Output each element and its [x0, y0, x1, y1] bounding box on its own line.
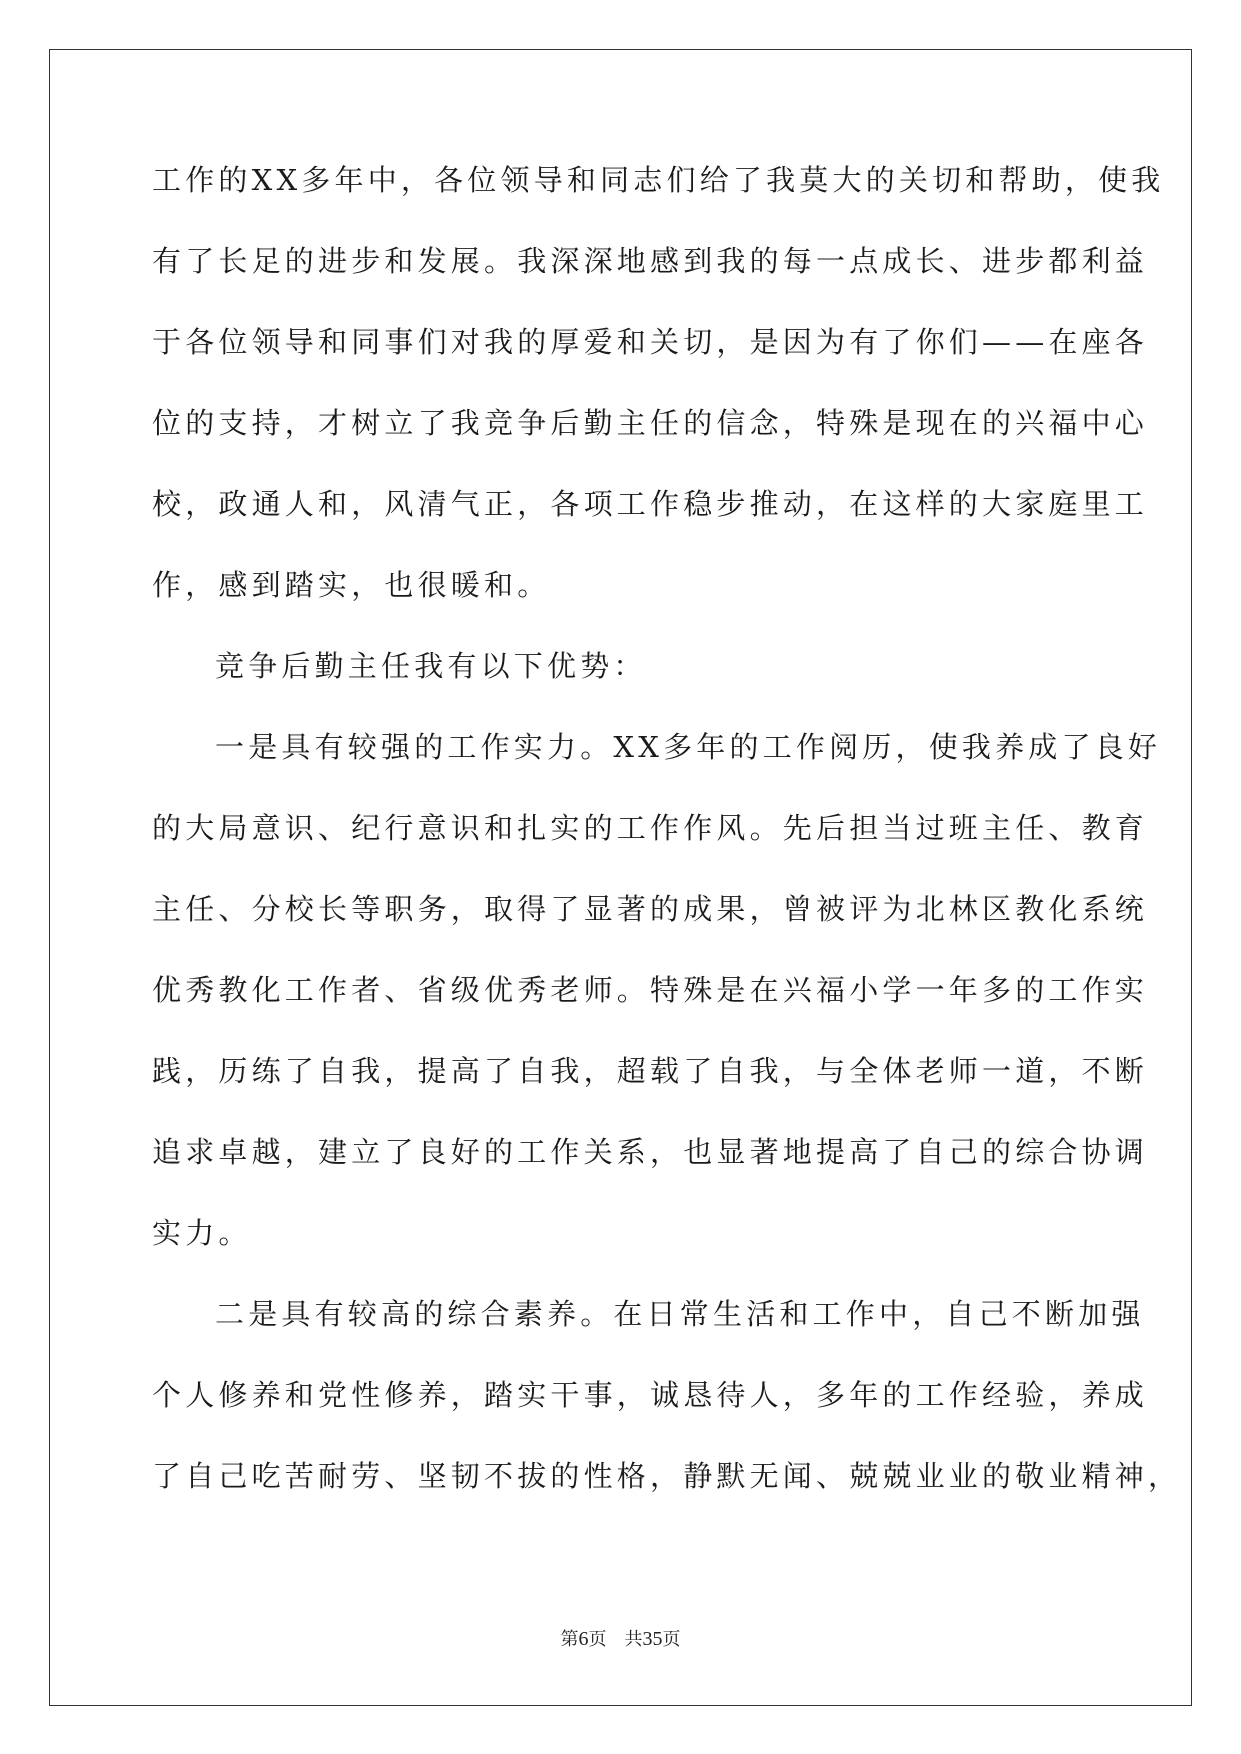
- text-line: 个人修养和党性修养，踏实干事，诚恳待人，多年的工作经验，养成: [152, 1378, 1149, 1412]
- page-number-prefix: 第: [560, 1629, 579, 1650]
- paragraph-start-line: 一是具有较强的工作实力。XX多年的工作阅历，使我养成了良好: [215, 730, 1162, 764]
- text-line: 追求卓越，建立了良好的工作关系，也显著地提高了自己的综合协调: [152, 1135, 1149, 1169]
- text-line: 的大局意识、纪行意识和扎实的工作作风。先后担当过班主任、教育: [152, 811, 1149, 845]
- text-line: 了自己吃苦耐劳、坚韧不拔的性格，静默无闻、兢兢业业的敬业精神，: [152, 1459, 1182, 1493]
- total-pages-suffix: 页: [662, 1629, 681, 1650]
- paragraph-start-line: 二是具有较高的综合素养。在日常生活和工作中，自己不断加强: [215, 1297, 1145, 1331]
- current-page-number: 6: [578, 1628, 589, 1650]
- text-line: 优秀教化工作者、省级优秀老师。特殊是在兴福小学一年多的工作实: [152, 973, 1149, 1007]
- text-line: 主任、分校长等职务，取得了显著的成果，曾被评为北林区教化系统: [152, 892, 1149, 926]
- paragraph-heading-line: 竞争后勤主任我有以下优势：: [215, 649, 647, 683]
- text-line: 作，感到踏实，也很暖和。: [152, 568, 551, 602]
- page-footer: [0, 1627, 1241, 1652]
- text-line: 实力。: [152, 1216, 252, 1250]
- total-pages-number: 35: [642, 1628, 663, 1650]
- text-line: 有了长足的进步和发展。我深深地感到我的每一点成长、进步都利益: [152, 244, 1149, 278]
- text-line: 于各位领导和同事们对我的厚爱和关切，是因为有了你们——在座各: [152, 325, 1149, 359]
- document-body: [152, 161, 1182, 1538]
- total-pages-prefix: 共: [624, 1629, 643, 1650]
- text-line: 践，历练了自我，提高了自我，超载了自我，与全体老师一道，不断: [152, 1054, 1149, 1088]
- text-line: 工作的XX多年中，各位领导和同志们给了我莫大的关切和帮助，使我: [152, 163, 1165, 197]
- text-line: 位的支持，才树立了我竞争后勤主任的信念，特殊是现在的兴福中心: [152, 406, 1149, 440]
- page-number-suffix: 页: [588, 1629, 607, 1650]
- text-line: 校，政通人和，风清气正，各项工作稳步推动，在这样的大家庭里工: [152, 487, 1149, 521]
